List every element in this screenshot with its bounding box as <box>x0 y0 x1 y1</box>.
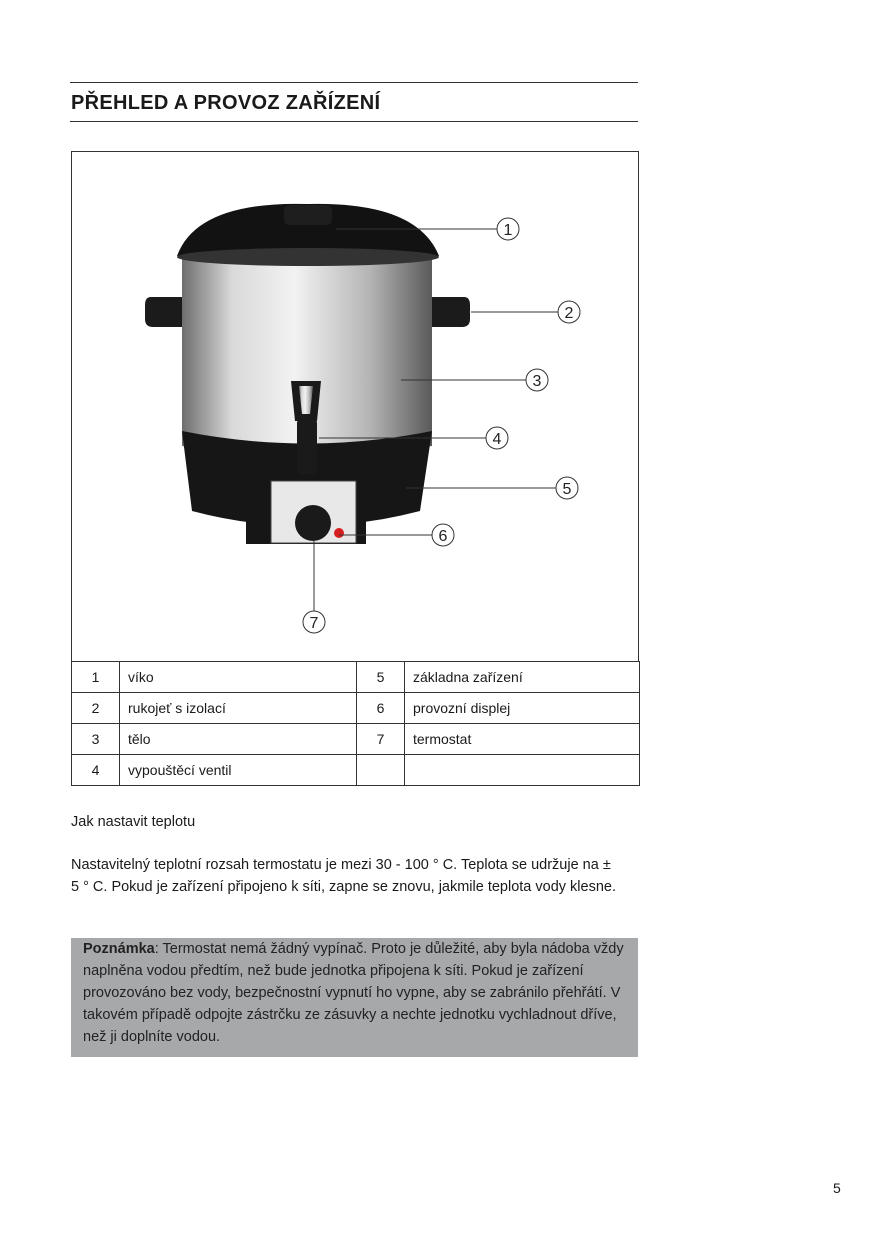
callout-5: 5 <box>562 481 572 498</box>
table-row <box>72 724 640 755</box>
parts-table <box>71 661 640 786</box>
callout-6: 6 <box>438 528 448 545</box>
part-label: vypouštěcí ventil <box>120 755 357 786</box>
cooker-illustration <box>72 152 638 662</box>
part-number: 4 <box>72 755 120 786</box>
callout-2: 2 <box>564 305 574 322</box>
temperature-paragraph: Nastavitelný teplotní rozsah termostatu je mezi 30 - 100 ° C. Teplota se udržuje na ± 5 ° C. Pokud je zařízení připojeno k síti, zapne se znovu, jakmile teplota vody klesne. <box>71 857 617 895</box>
note-box <box>71 938 638 1057</box>
part-number: 6 <box>357 693 405 724</box>
part-number <box>357 755 405 786</box>
page-number: 5 <box>833 1180 841 1196</box>
note-text: : Termostat nemá žádný vypínač. Proto je důležité, aby byla nádoba vždy naplněna vodou předtím, než bude jednotka připojena k síti. Pokud je zařízení provozováno bez vody, bezpečnostní vypnutí ho vypne, aby se zabránilo přehřátí. V takovém případě odpojte zástrčku ze zásuvky a nechte jednotku vychladnout dříve, než ji doplníte vodou. <box>83 941 624 1045</box>
product-diagram <box>71 151 639 662</box>
part-label: víko <box>120 662 357 693</box>
part-label <box>405 755 640 786</box>
part-number: 3 <box>72 724 120 755</box>
top-rule <box>70 82 638 83</box>
part-number: 1 <box>72 662 120 693</box>
callout-4: 4 <box>492 431 502 448</box>
part-label: termostat <box>405 724 640 755</box>
callout-7: 7 <box>309 615 319 632</box>
callout-3: 3 <box>532 373 542 390</box>
part-number: 5 <box>357 662 405 693</box>
note-label: Poznámka <box>83 941 155 957</box>
part-number: 2 <box>72 693 120 724</box>
part-label: rukojeť s izolací <box>120 693 357 724</box>
part-label: tělo <box>120 724 357 755</box>
subheading: Jak nastavit teplotu <box>71 814 196 830</box>
page-title: PŘEHLED A PROVOZ ZAŘÍZENÍ <box>71 92 381 114</box>
part-label: provozní displej <box>405 693 640 724</box>
table-row <box>72 755 640 786</box>
part-label: základna zařízení <box>405 662 640 693</box>
table-row <box>72 662 640 693</box>
callout-1: 1 <box>503 222 513 239</box>
title-rule <box>70 121 638 122</box>
indicator-light <box>334 528 344 538</box>
part-number: 7 <box>357 724 405 755</box>
table-row <box>72 693 640 724</box>
